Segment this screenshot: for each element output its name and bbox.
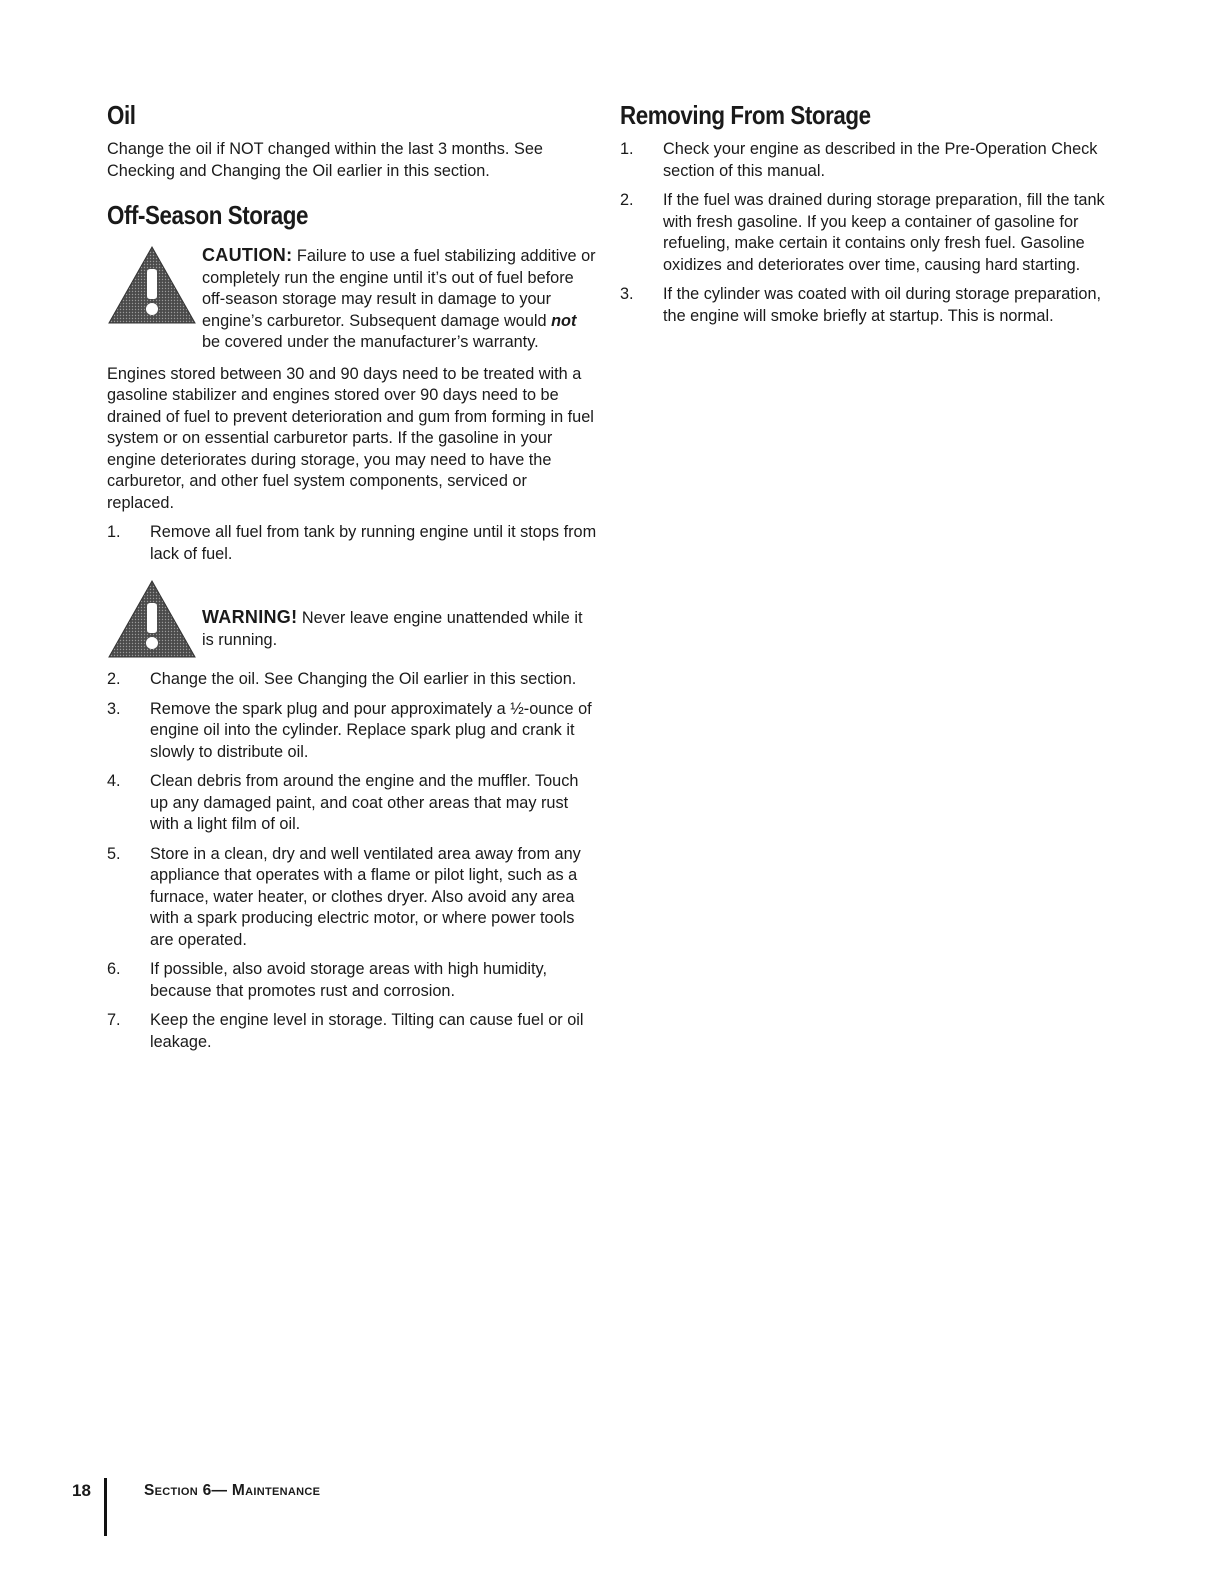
oil-text: Change the oil if NOT changed within the last 3 months. See Checking and Changing the Oil earlier in this section. [107, 140, 543, 180]
list-item [107, 771, 597, 836]
removing-steps [620, 139, 1115, 327]
list-item [107, 669, 597, 691]
right-column [620, 100, 1115, 335]
warning-block [107, 579, 597, 659]
list-item [107, 844, 597, 952]
caution-text-1: Failure to use a fuel stabilizing additive or completely run the engine until it’s out of fuel before off-season storage may result in damage to your engine’s carburetor. Subsequent damage would [202, 247, 596, 330]
warning-body [202, 579, 597, 651]
step-text: Remove the spark plug and pour approximately a ½-ounce of engine oil into the cylinder. Replace spark plug and crank it slowly to distribute oil. [150, 699, 592, 761]
list-item [620, 139, 1115, 182]
step-number: 6. [107, 960, 121, 978]
page-number: 18 [72, 1481, 91, 1500]
step-number: 1. [107, 523, 121, 541]
caution-block [107, 245, 597, 354]
section-title: Section 6— Maintenance [144, 1482, 321, 1499]
list-item [107, 1010, 597, 1053]
storage-steps-rest [107, 669, 597, 1053]
caution-body [202, 245, 597, 354]
step-text: If the cylinder was coated with oil during storage preparation, the engine will smoke briefly at startup. This is normal. [663, 285, 1102, 325]
step-number: 7. [107, 1011, 121, 1029]
step-number: 2. [620, 191, 634, 209]
step-number: 3. [620, 285, 634, 303]
step-text: If the fuel was drained during storage preparation, fill the tank with fresh gasoline. If you keep a container of gasoline for refueling, make certain it contains only fresh fuel. Gasoline oxidizes and deteriorates over time, causing hard starting. [663, 191, 1105, 274]
storage-heading: Off-Season Storage [107, 200, 308, 230]
list-item [107, 522, 597, 565]
list-item [107, 699, 597, 764]
step-text: If possible, also avoid storage areas with high humidity, because that promotes rust and corrosion. [150, 960, 547, 1000]
warning-triangle-icon [107, 245, 197, 325]
step-text: Check your engine as described in the Pre-Operation Check section of this manual. [663, 140, 1098, 180]
storage-intro: Engines stored between 30 and 90 days need to be treated with a gasoline stabilizer and engines stored over 90 days need to be drained of fuel to prevent deterioration and gum from forming in fuel system or on essential carburetor parts. If the gasoline in your engine deteriorates during storage, you may need to have the carburetor, and other fuel system components, serviced or replaced. [107, 364, 594, 512]
step-number: 3. [107, 699, 121, 718]
step-text: Store in a clean, dry and well ventilated area away from any appliance that operates with a flame or pilot light, such as a furnace, water heater, or clothes dryer. Also avoid any area with a spark producing electric motor, or where power tools are operated. [150, 844, 581, 949]
footer-divider [104, 1478, 107, 1536]
step-number: 1. [620, 140, 634, 158]
step-number: 5. [107, 844, 121, 863]
step-text: Remove all fuel from tank by running engine until it stops from lack of fuel. [150, 523, 597, 563]
storage-steps-first [107, 522, 597, 565]
step-text: Keep the engine level in storage. Tilting can cause fuel or oil leakage. [150, 1011, 584, 1051]
step-text: Clean debris from around the engine and the muffler. Touch up any damaged paint, and coat other areas that may rust with a light film of oil. [150, 772, 579, 833]
warning-text: Never leave engine unattended while it is running. [202, 609, 583, 649]
oil-heading: Oil [107, 100, 136, 130]
list-item [107, 959, 597, 1002]
removing-heading: Removing From Storage [620, 100, 871, 130]
caution-emphasis: not [551, 311, 577, 330]
caution-text-2: be covered under the manufacturer’s warranty. [202, 333, 539, 351]
list-item [620, 190, 1115, 276]
caution-label: CAUTION: [202, 245, 293, 265]
step-number: 2. [107, 670, 121, 688]
step-number: 4. [107, 772, 121, 790]
left-column [107, 100, 597, 1061]
step-text: Change the oil. See Changing the Oil earlier in this section. [150, 670, 577, 688]
list-item [620, 284, 1115, 327]
warning-label: WARNING! [202, 607, 298, 627]
warning-triangle-icon [107, 579, 197, 659]
